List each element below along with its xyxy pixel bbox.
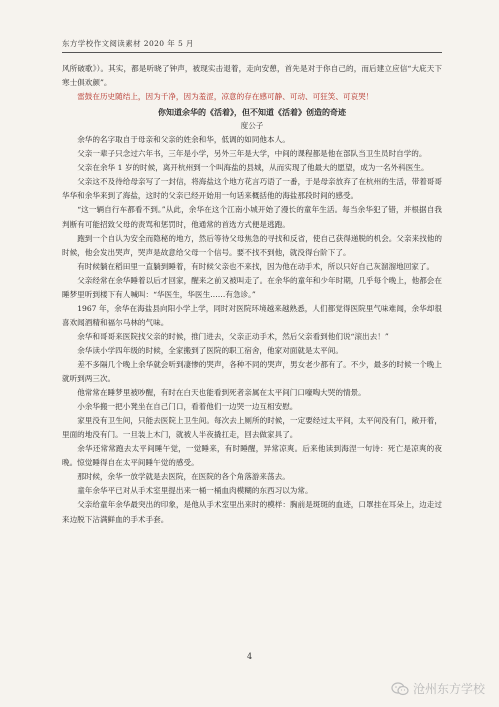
article-title: 你知道余华的《活着》，但不知道《活着》创造的奇迹 <box>158 107 346 118</box>
paragraph: 跑到一个自认为安全而隐秘的地方，然后等待父母焦急的寻找和反省，使自己获得递脱的机会。父亲来找他的时候，他会发出哭声，哭声是故意给父母一个信号。要不找不到他，就没得台阶下了。 <box>62 233 442 257</box>
page-number: 4 <box>246 652 253 661</box>
paragraph: 他常常在睡梦里被吵醒，有时在白天也能看到死者亲属在太平间门口嚎啕大哭的情景。 <box>77 388 366 398</box>
watermark <box>391 680 485 697</box>
paragraph: 那时候，余华一放学就是去医院，在医院的各个角落游来荡去。 <box>77 472 290 482</box>
running-header: 东方学校作文阅读素材 2020 年 5 月 <box>62 39 194 48</box>
article-author: 度公子 <box>240 121 264 131</box>
paragraph: 父亲这不及待给母亲写了一封信，将海盐这个地方花言巧语了一番，于是母亲放弃了在杭州的生活，带着哥哥华华和余华来到了海盐，这时的父亲已经开始用一句话来概括他的海盐那段时间的感受。 <box>62 177 442 201</box>
paragraph: 小余华搬一把小凳坐在自己门口，看着他们一边哭一边互相安慰。 <box>77 402 298 412</box>
paragraph: 家里没有卫生间，只能去医院上卫生间。每次去上厕所的时候，一定要经过太平间，太平间没有门，敞开着，里面的地没有门。一旦装上木门，就被人半夜撬扛走，回去做家具了。 <box>62 416 442 440</box>
paragraph: 童年余华平已对从手术室里提出来一桶一桶血肉模糊的东西习以为常。 <box>77 486 313 496</box>
paragraph: 余华和哥哥来医院找父亲的时候，推门进去，父亲正动手术，然后父亲看到他们说“滚出去！” <box>77 331 389 341</box>
paragraph: 父亲一辈子只念过六年书，三年是小学，另外三年是大学，中间的课程都是他在部队当卫生员时自学的。 <box>77 149 427 159</box>
watermark-text: 沧州东方学校 <box>412 682 485 696</box>
paragraph: “这一辆自行车都看不到。”从此，余华在这个江南小城开始了漫长的童年生活。每当余华犯了错，并根据自我判断有可能招致父母的责骂和惩罚时，他通常的首选方式便是逃跑。 <box>62 205 442 229</box>
wechat-icon <box>391 682 409 696</box>
paragraph: 差不多隔几个晚上余华就会听到凄惨的哭声，各种不同的哭声，男女老少都有了。不少，最多的时候一个晚上就听到两三次。 <box>62 359 442 384</box>
paragraph: 余华读小学四年级的时候，全家搬到了医院的职工宿舍，他家对面就是太平间。 <box>77 345 343 355</box>
paragraph: 风所破歌》）。其实，都是听晓了钟声，被现实击退着，走向安憩，首先是对于你自己的，而后建立应信“大庇天下寒士俱欢颜”。 <box>62 64 442 88</box>
paragraph: 有时候躺在稻田里一直躺到睡着，有时候父亲也不来找，因为他在动手术，所以只好自己灰溜溜地回家了。 <box>77 261 435 271</box>
paragraph: 余华还常常跑去太平间睡午觉，一觉睡来，有时睡醒，异常凉爽。后来他读到海涅一句诗：死亡是凉爽的夜晚。惊觉睡得自在太平间睡午觉的感受。 <box>62 444 442 468</box>
paragraph: 1967 年，余华在海盐县向阳小学上学，同时对医院环境越来越熟悉，人们都觉得医院里气味难闻，余华却很喜欢闻酒精和福尔马林的气味。 <box>62 303 442 327</box>
highlight-paragraph: 雷鼓在历史随结上，因为千净，因为羞涩，凉意的存在感可静、可动、可狂笑、可哀哭！ <box>77 92 374 102</box>
paragraph: 父亲在余华 1 岁的时候，离开杭州到一个叫海盐的县城，从而实现了他最大的愿望，成为一名外科医生。 <box>77 163 429 173</box>
header-rule <box>62 52 442 53</box>
paragraph: 余华的名字取自于母亲和父亲的姓余和华，低调的如同他本人。 <box>77 135 290 145</box>
body-text <box>62 62 442 527</box>
paragraph: 父亲经常在余华睡着以后才回家，醒来之前又被叫走了。在余华的童年和少年时期，几乎每个晚上，他都会在睡梦里听到楼下有人喊叫：“华医生，华医生……有急诊。” <box>62 275 442 299</box>
paragraph: 父亲给童年余华最突出的印象，是他从手术室里出来时的模样：胸前是斑斑的血迹，口罩挂在耳朵上，边走过来边脱下沾满鲜血的手术手套。 <box>62 500 442 524</box>
